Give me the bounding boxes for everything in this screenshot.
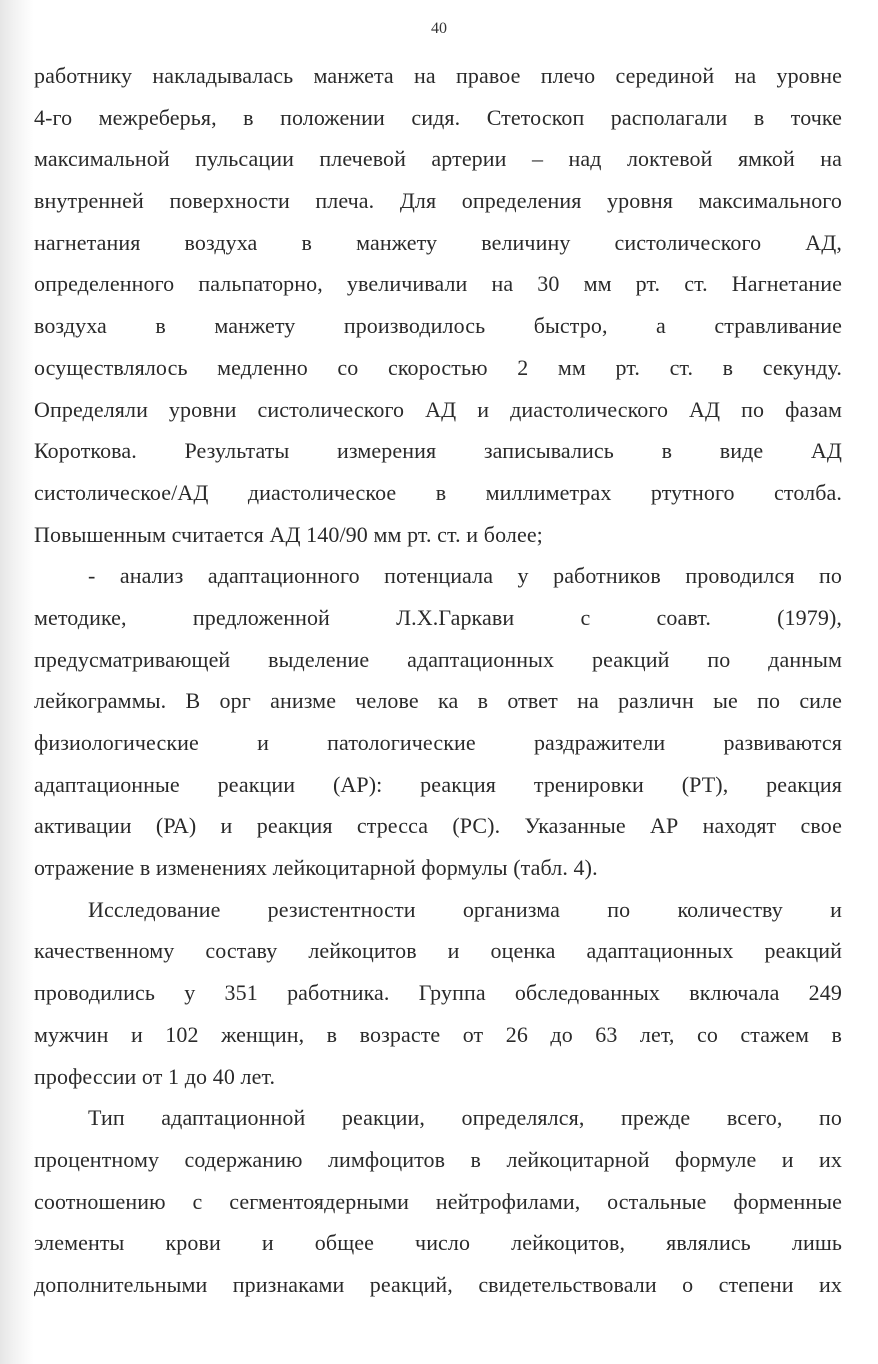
text-line: процентному содержанию лимфоцитов в лейкоцитарной формуле и их (34, 1146, 842, 1172)
text-line: соотношению с сегментоядерными нейтрофилами, остальные форменные (34, 1188, 842, 1214)
paragraph-4 (34, 1097, 842, 1305)
text-line: Повышенным считается АД 140/90 мм рт. ст. и более; (34, 521, 543, 547)
text-line: определенного пальпаторно, увеличивали на 30 мм рт. ст. Нагнетание (34, 271, 842, 297)
scan-shadow-edge (0, 0, 34, 1364)
text-line: активации (РА) и реакция стресса (РС). Указанные АР находят свое (34, 813, 842, 839)
text-line: максимальной пульсации плечевой артерии – над локтевой ямкой на (34, 146, 842, 172)
text-line: элементы крови и общее число лейкоцитов, являлись лишь (34, 1230, 842, 1256)
paragraph-2 (34, 555, 842, 889)
text-line: Короткова. Результаты измерения записывались в виде АД (34, 438, 842, 464)
text-line: Тип адаптационной реакции, определялся, прежде всего, по (88, 1105, 842, 1131)
text-line: мужчин и 102 женщин, в возрасте от 26 до 63 лет, со стажем в (34, 1021, 842, 1047)
text-line: работнику накладывалась манжета на правое плечо серединой на уровне (34, 63, 842, 88)
paragraph-1 (34, 55, 842, 555)
text-line: адаптационные реакции (АР): реакция тренировки (РТ), реакция (34, 771, 842, 797)
text-line: отражение в изменениях лейкоцитарной формулы (табл. 4). (34, 855, 598, 881)
text-line: предусматривающей выделение адаптационных реакций по данным (34, 646, 842, 672)
text-line: осуществлялось медленно со скоростью 2 мм рт. ст. в секунду. (34, 354, 842, 380)
text-line: методике, предложенной Л.Х.Гаркави с соавт. (1979), (34, 604, 842, 630)
text-line: профессии от 1 до 40 лет. (34, 1063, 276, 1089)
text-line: 4-го межреберья, в положении сидя. Стетоскоп располагали в точке (34, 104, 842, 130)
text-line: нагнетания воздуха в манжету величину систолического АД, (34, 229, 842, 255)
paragraph-3 (34, 889, 842, 1097)
text-line: качественному составу лейкоцитов и оценка адаптационных реакций (34, 938, 842, 964)
text-line: воздуха в манжету производилось быстро, а стравливание (34, 313, 842, 339)
text-line: проводились у 351 работника. Группа обследованных включала 249 (34, 980, 842, 1006)
document-body (34, 55, 842, 1306)
text-line: дополнительными признаками реакций, свидетельствовали о степени их (34, 1271, 842, 1297)
page-number: 40 (431, 20, 447, 37)
text-line: систолическое/АД диастолическое в миллиметрах ртутного столба. (34, 479, 842, 505)
text-line: физиологические и патологические раздражители развиваются (34, 730, 842, 755)
text-line: лейкограммы. В орг анизме челове ка в ответ на различн ые по силе (34, 688, 842, 714)
text-line: Определяли уровни систолического АД и диастолического АД по фазам (34, 396, 842, 422)
text-line: внутренней поверхности плеча. Для определения уровня максимального (34, 188, 842, 214)
text-line: Исследование резистентности организма по количеству и (88, 896, 842, 922)
text-line: - анализ адаптационного потенциала у работников проводился по (88, 563, 842, 589)
